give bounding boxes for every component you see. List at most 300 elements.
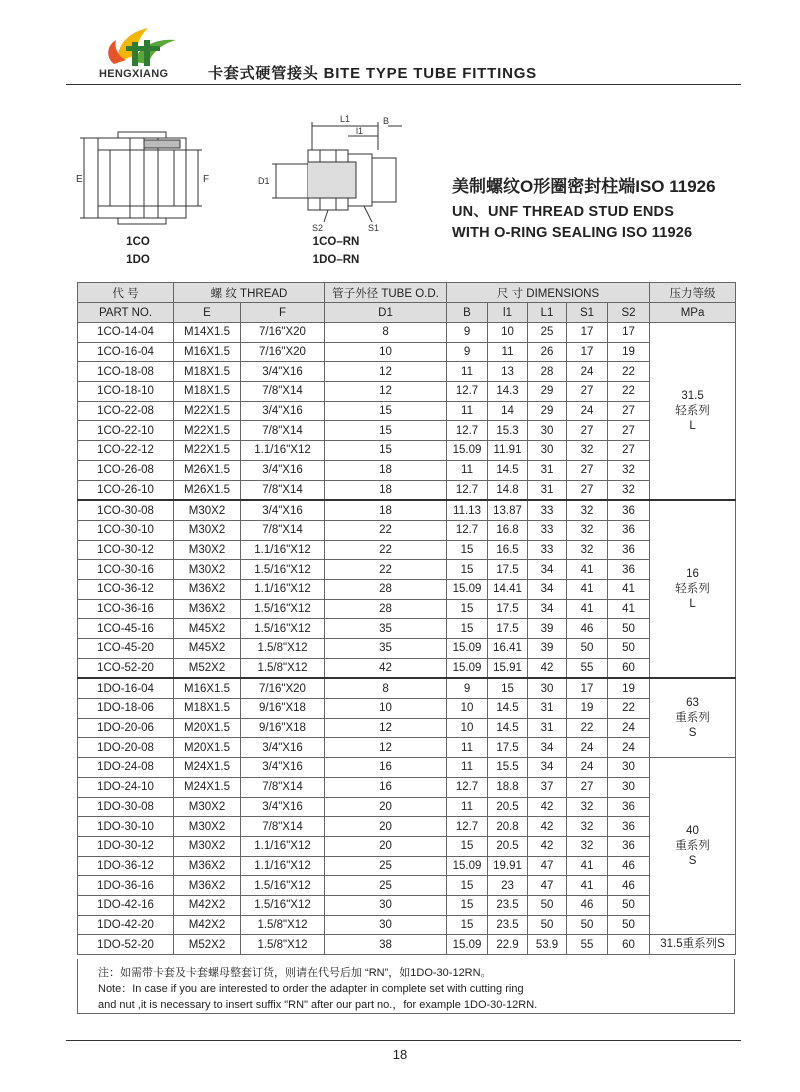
table-cell: 30	[608, 758, 650, 778]
table-header-row-2	[78, 303, 736, 323]
table-cell: 32	[567, 540, 608, 560]
table-cell: 15.91	[488, 658, 528, 678]
dim-label-s2: S2	[312, 223, 324, 233]
table-cell: 30	[325, 895, 447, 915]
table-cell: 41	[567, 560, 608, 580]
table-cell: 24	[567, 401, 608, 421]
table-cell: 32	[567, 500, 608, 520]
pressure-rating-line: L	[689, 597, 696, 610]
table-cell: 36	[608, 797, 650, 817]
dim-label-f: F	[203, 174, 210, 185]
table-cell: 32	[567, 520, 608, 540]
table-cell: 22	[325, 520, 447, 540]
table-cell: 7/16"X20	[241, 678, 325, 698]
table-cell: 10	[325, 699, 447, 719]
table-cell: 47	[528, 876, 567, 896]
table-cell: 1.5/8"X12	[241, 935, 325, 955]
table-row	[78, 678, 736, 698]
table-cell: 1CO-45-16	[78, 619, 174, 639]
header-divider	[66, 84, 741, 85]
caption-1do-rn: 1DO–RN	[312, 254, 360, 266]
table-cell: 15	[325, 401, 447, 421]
table-cell: 15	[488, 678, 528, 698]
table-cell: 15	[447, 619, 488, 639]
table-cell: 1CO-30-08	[78, 500, 174, 520]
table-cell: 24	[567, 738, 608, 758]
table-cell: 15	[447, 836, 488, 856]
table-cell: 17	[608, 323, 650, 343]
pressure-rating-line: 重系列	[675, 839, 710, 852]
table-cell: 17.5	[488, 738, 528, 758]
table-cell: 50	[608, 895, 650, 915]
table-cell: 34	[528, 738, 567, 758]
table-cell: 22	[608, 699, 650, 719]
table-cell: 1.5/8"X12	[241, 639, 325, 659]
table-row	[78, 619, 736, 639]
pressure-rating-line: 重系列	[675, 711, 710, 724]
table-cell: 41	[567, 876, 608, 896]
table-cell: 42	[528, 797, 567, 817]
table-row	[78, 699, 736, 719]
table-cell: 34	[528, 579, 567, 599]
col-header-e: E	[174, 303, 241, 323]
table-cell: 15.09	[447, 856, 488, 876]
table-cell: M18X1.5	[174, 362, 241, 382]
table-cell: M26X1.5	[174, 460, 241, 480]
dim-label-l: l1	[356, 126, 364, 136]
caption-1co-rn: 1CO–RN	[312, 236, 360, 248]
table-cell: 1DO-24-08	[78, 758, 174, 778]
table-cell: 17.5	[488, 560, 528, 580]
table-cell: 15.09	[447, 639, 488, 659]
table-cell: 19.91	[488, 856, 528, 876]
table-row	[78, 639, 736, 659]
subtitle-en-1: UN、UNF THREAD STUD ENDS	[452, 204, 675, 220]
table-cell: 23	[488, 876, 528, 896]
table-cell: 15	[447, 876, 488, 896]
table-cell: 30	[528, 421, 567, 441]
table-cell: 31	[528, 699, 567, 719]
table-cell: 1DO-42-20	[78, 915, 174, 935]
table-cell: 30	[608, 777, 650, 797]
table-cell: M26X1.5	[174, 480, 241, 500]
table-cell: 1.5/8"X12	[241, 915, 325, 935]
table-cell: 32	[567, 441, 608, 461]
table-cell: 36	[608, 500, 650, 520]
table-cell: 9	[447, 342, 488, 362]
table-cell: 36	[608, 836, 650, 856]
table-cell: 20.5	[488, 797, 528, 817]
table-cell: 15	[447, 560, 488, 580]
table-cell: 55	[567, 935, 608, 955]
table-cell: 42	[528, 817, 567, 837]
table-cell: 1CO-36-12	[78, 579, 174, 599]
table-cell: 1DO-24-10	[78, 777, 174, 797]
table-cell: 32	[567, 817, 608, 837]
table-cell: 1DO-30-12	[78, 836, 174, 856]
pressure-rating-line: 轻系列	[675, 404, 710, 417]
table-cell: M20X1.5	[174, 738, 241, 758]
table-cell: 41	[567, 856, 608, 876]
table-cell: 39	[528, 639, 567, 659]
table-cell: 3/4"X16	[241, 738, 325, 758]
table-cell: 15	[447, 915, 488, 935]
table-cell: 1CO-30-16	[78, 560, 174, 580]
table-cell: 30	[325, 915, 447, 935]
dim-label-s1: S1	[368, 223, 380, 233]
pressure-rating-line: 63	[686, 696, 699, 709]
table-cell: 1DO-36-16	[78, 876, 174, 896]
table-cell: 25	[528, 323, 567, 343]
table-cell: 12	[325, 738, 447, 758]
table-cell: 12.7	[447, 480, 488, 500]
pressure-rating-cell	[650, 678, 736, 757]
table-row	[78, 599, 736, 619]
pressure-rating-cell	[650, 500, 736, 678]
table-cell: 24	[608, 718, 650, 738]
table-cell: 1CO-18-10	[78, 382, 174, 402]
table-cell: M30X2	[174, 797, 241, 817]
table-cell: 32	[608, 480, 650, 500]
table-cell: 14	[488, 401, 528, 421]
table-cell: 20	[325, 836, 447, 856]
table-cell: 12.7	[447, 421, 488, 441]
table-cell: 26	[528, 342, 567, 362]
table-cell: 20	[325, 797, 447, 817]
table-cell: 27	[608, 401, 650, 421]
table-cell: M42X2	[174, 915, 241, 935]
note-en-2: and nut ,it is necessary to insert suffix "RN" after our part no.，for example 1DO-30-12RN.	[98, 999, 538, 1011]
subtitle-cn: 美制螺纹O形圈密封柱端ISO 11926	[452, 177, 716, 196]
page-title: 卡套式硬管接头 BITE TYPE TUBE FITTINGS	[208, 65, 537, 82]
table-cell: 34	[528, 758, 567, 778]
col-header-code: 代 号	[78, 283, 174, 303]
table-cell: 11	[447, 738, 488, 758]
table-cell: 9	[447, 323, 488, 343]
table-cell: 16.5	[488, 540, 528, 560]
table-cell: 1DO-36-12	[78, 856, 174, 876]
table-cell: 46	[567, 895, 608, 915]
col-header-d1: D1	[325, 303, 447, 323]
table-cell: 7/8"X14	[241, 520, 325, 540]
table-row	[78, 362, 736, 382]
table-cell: M20X1.5	[174, 718, 241, 738]
pressure-rating-line: L	[689, 419, 696, 432]
pressure-rating-line: 40	[686, 824, 699, 837]
table-row	[78, 480, 736, 500]
table-cell: 34	[528, 599, 567, 619]
table-cell: 1CO-30-12	[78, 540, 174, 560]
table-row	[78, 460, 736, 480]
table-cell: 31	[528, 718, 567, 738]
table-cell: 1.5/16"X12	[241, 895, 325, 915]
col-header-mpa: MPa	[650, 303, 736, 323]
table-cell: 28	[325, 579, 447, 599]
table-cell: 36	[608, 560, 650, 580]
pressure-rating-line: 轻系列	[675, 582, 710, 595]
table-cell: 1CO-26-10	[78, 480, 174, 500]
table-cell: 1.5/16"X12	[241, 619, 325, 639]
table-cell: 15.09	[447, 935, 488, 955]
table-cell: 13.87	[488, 500, 528, 520]
table-cell: 50	[528, 915, 567, 935]
table-cell: 1.5/16"X12	[241, 876, 325, 896]
table-cell: 14.41	[488, 579, 528, 599]
table-cell: 11	[447, 758, 488, 778]
table-cell: 34	[528, 560, 567, 580]
table-cell: 1DO-20-08	[78, 738, 174, 758]
table-cell: 7/16"X20	[241, 323, 325, 343]
table-cell: 17	[567, 323, 608, 343]
table-cell: M24X1.5	[174, 777, 241, 797]
table-cell: 32	[567, 836, 608, 856]
table-cell: M36X2	[174, 579, 241, 599]
table-cell: M30X2	[174, 500, 241, 520]
table-cell: M14X1.5	[174, 323, 241, 343]
table-cell: 14.8	[488, 480, 528, 500]
table-cell: 33	[528, 520, 567, 540]
table-cell: M36X2	[174, 876, 241, 896]
table-cell: 3/4"X16	[241, 500, 325, 520]
table-cell: 55	[567, 658, 608, 678]
note-en-1: Note：In case if you are interested to order the adapter in complete set with cutting ring	[98, 983, 524, 995]
table-cell: 10	[488, 323, 528, 343]
table-cell: 14.5	[488, 699, 528, 719]
table-cell: 3/4"X16	[241, 797, 325, 817]
table-row	[78, 323, 736, 343]
table-cell: M18X1.5	[174, 382, 241, 402]
table-cell: 19	[608, 342, 650, 362]
table-row	[78, 540, 736, 560]
table-cell: 1.5/16"X12	[241, 560, 325, 580]
table-cell: M30X2	[174, 560, 241, 580]
table-cell: M30X2	[174, 520, 241, 540]
table-cell: 41	[567, 579, 608, 599]
table-cell: 1DO-20-06	[78, 718, 174, 738]
table-cell: 16	[325, 758, 447, 778]
table-cell: 24	[567, 362, 608, 382]
table-cell: 3/4"X16	[241, 758, 325, 778]
pressure-rating-cell	[650, 935, 736, 955]
table-row	[78, 500, 736, 520]
table-cell: 31	[528, 460, 567, 480]
table-row	[78, 876, 736, 896]
table-cell: 20.5	[488, 836, 528, 856]
table-cell: M18X1.5	[174, 699, 241, 719]
table-cell: 36	[608, 520, 650, 540]
table-cell: 17.5	[488, 599, 528, 619]
table-cell: 24	[567, 758, 608, 778]
table-cell: 36	[608, 817, 650, 837]
table-cell: 19	[608, 678, 650, 698]
table-row	[78, 342, 736, 362]
table-cell: 47	[528, 856, 567, 876]
table-cell: 7/8"X14	[241, 421, 325, 441]
page-header	[0, 0, 800, 90]
table-row	[78, 718, 736, 738]
table-cell: 37	[528, 777, 567, 797]
table-cell: 9/16"X18	[241, 718, 325, 738]
table-cell: 27	[567, 777, 608, 797]
table-cell: 15.09	[447, 441, 488, 461]
order-note	[77, 959, 735, 1014]
table-cell: 1CO-22-10	[78, 421, 174, 441]
table-cell: 11	[447, 401, 488, 421]
table-row	[78, 441, 736, 461]
table-cell: 7/8"X14	[241, 480, 325, 500]
table-row	[78, 560, 736, 580]
pressure-rating-line: S	[688, 726, 697, 739]
table-cell: 1CO-22-08	[78, 401, 174, 421]
table-cell: 3/4"X16	[241, 460, 325, 480]
table-cell: 30	[528, 678, 567, 698]
table-row	[78, 579, 736, 599]
table-cell: M30X2	[174, 836, 241, 856]
table-cell: 27	[567, 480, 608, 500]
col-header-l1-small: l1	[488, 303, 528, 323]
table-cell: 25	[325, 856, 447, 876]
footer-divider	[66, 1040, 741, 1041]
table-cell: 18	[325, 500, 447, 520]
table-cell: 15	[325, 441, 447, 461]
table-cell: 1.1/16"X12	[241, 856, 325, 876]
table-cell: 14.3	[488, 382, 528, 402]
dim-label-d1: D1	[258, 176, 270, 186]
col-header-s2: S2	[608, 303, 650, 323]
table-cell: 50	[567, 639, 608, 659]
table-cell: 8	[325, 323, 447, 343]
table-cell: 12.7	[447, 777, 488, 797]
table-row	[78, 520, 736, 540]
table-cell: 23.5	[488, 895, 528, 915]
table-cell: 7/8"X14	[241, 777, 325, 797]
brand-name: HENGXIANG	[99, 68, 169, 80]
table-cell: 1DO-30-08	[78, 797, 174, 817]
pressure-rating-line: 16	[686, 567, 699, 580]
table-header-row-1	[78, 283, 736, 303]
table-row	[78, 401, 736, 421]
table-cell: 32	[608, 460, 650, 480]
table-cell: 15	[447, 599, 488, 619]
table-cell: 1.5/16"X12	[241, 599, 325, 619]
table-cell: 42	[528, 836, 567, 856]
table-cell: 1CO-22-12	[78, 441, 174, 461]
table-cell: 25	[325, 876, 447, 896]
pressure-rating-line: 31.5重系列S	[660, 938, 725, 951]
table-cell: 42	[528, 658, 567, 678]
table-cell: 50	[608, 639, 650, 659]
fitting-1co-drawing	[70, 128, 220, 228]
table-cell: 31	[528, 480, 567, 500]
col-header-pressure: 压力等级	[650, 283, 736, 303]
table-cell: 27	[608, 421, 650, 441]
table-cell: 7/8"X14	[241, 382, 325, 402]
table-cell: 41	[567, 599, 608, 619]
table-row	[78, 758, 736, 778]
table-cell: 1CO-14-04	[78, 323, 174, 343]
table-cell: 60	[608, 935, 650, 955]
specification-table	[77, 282, 736, 955]
table-cell: 12.7	[447, 817, 488, 837]
table-cell: 28	[528, 362, 567, 382]
table-cell: 53.9	[528, 935, 567, 955]
table-cell: 15.3	[488, 421, 528, 441]
table-cell: M36X2	[174, 856, 241, 876]
table-cell: 42	[325, 658, 447, 678]
table-cell: 12	[325, 362, 447, 382]
table-cell: 1.1/16"X12	[241, 540, 325, 560]
table-cell: 15.09	[447, 658, 488, 678]
table-cell: 39	[528, 619, 567, 639]
table-cell: 27	[567, 460, 608, 480]
table-cell: 11	[447, 362, 488, 382]
table-cell: M16X1.5	[174, 342, 241, 362]
table-cell: 13	[488, 362, 528, 382]
table-cell: 1CO-18-08	[78, 362, 174, 382]
table-cell: 1DO-52-20	[78, 935, 174, 955]
table-cell: 8	[325, 678, 447, 698]
table-row	[78, 382, 736, 402]
table-cell: M45X2	[174, 619, 241, 639]
col-header-f: F	[241, 303, 325, 323]
table-cell: 18.8	[488, 777, 528, 797]
table-cell: 18	[325, 480, 447, 500]
pressure-rating-cell	[650, 323, 736, 501]
table-cell: 10	[447, 699, 488, 719]
table-cell: 7/8"X14	[241, 817, 325, 837]
table-cell: 7/16"X20	[241, 342, 325, 362]
table-cell: 28	[325, 599, 447, 619]
table-cell: 12	[325, 718, 447, 738]
dim-label-l1: L1	[340, 114, 351, 124]
table-row	[78, 856, 736, 876]
table-cell: 1.1/16"X12	[241, 441, 325, 461]
table-cell: 1CO-36-16	[78, 599, 174, 619]
table-cell: M45X2	[174, 639, 241, 659]
table-cell: 14.5	[488, 460, 528, 480]
table-cell: 12	[325, 382, 447, 402]
table-cell: 10	[447, 718, 488, 738]
table-cell: 1DO-42-16	[78, 895, 174, 915]
table-row	[78, 935, 736, 955]
table-cell: 46	[608, 856, 650, 876]
dim-label-b: B	[383, 116, 390, 126]
table-cell: 9	[447, 678, 488, 698]
table-row	[78, 895, 736, 915]
table-cell: 41	[608, 579, 650, 599]
table-cell: 46	[567, 619, 608, 639]
table-cell: 1CO-16-04	[78, 342, 174, 362]
table-cell: M22X1.5	[174, 441, 241, 461]
table-cell: M52X2	[174, 658, 241, 678]
col-header-thread: 螺 纹 THREAD	[174, 283, 325, 303]
page-number: 18	[392, 1047, 408, 1062]
table-cell: 12.7	[447, 382, 488, 402]
table-cell: 16	[325, 777, 447, 797]
col-header-part: PART NO.	[78, 303, 174, 323]
table-cell: 17.5	[488, 619, 528, 639]
table-cell: 16.8	[488, 520, 528, 540]
table-row	[78, 738, 736, 758]
table-cell: 20	[325, 817, 447, 837]
table-cell: M22X1.5	[174, 401, 241, 421]
caption-1do: 1DO	[126, 254, 150, 266]
table-cell: 11	[447, 797, 488, 817]
table-cell: M30X2	[174, 817, 241, 837]
caption-1co: 1CO	[126, 236, 150, 248]
col-header-dims: 尺 寸 DIMENSIONS	[447, 283, 650, 303]
table-cell: 14.5	[488, 718, 528, 738]
